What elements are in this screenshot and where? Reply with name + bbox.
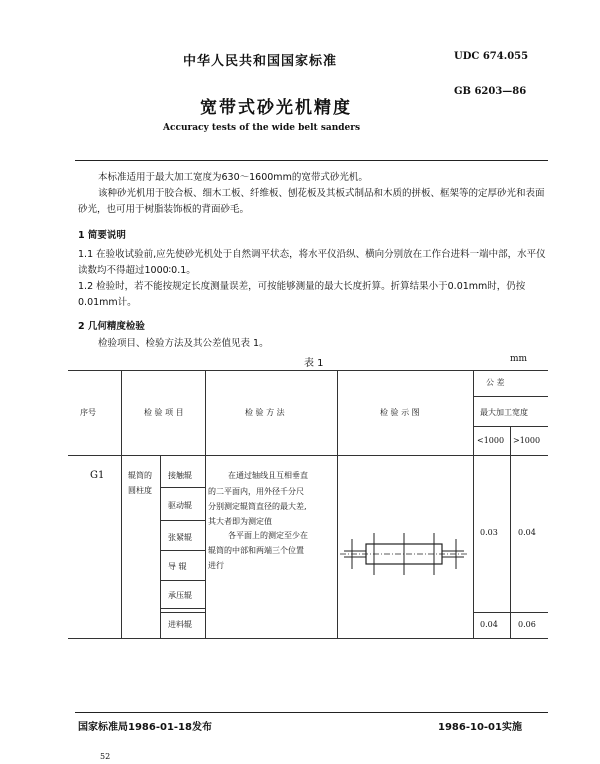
table-caption: 表 1 [304, 358, 324, 369]
header-divider [75, 160, 548, 161]
subitem-feed-roller: 进料辊 [168, 620, 192, 629]
header-tolerance: 公 差 [486, 378, 505, 387]
item-main-line-1: 辊筒的 [128, 471, 152, 480]
table-hline [160, 608, 205, 609]
footer-divider [75, 712, 548, 713]
subitem-contact-roller: 接触辊 [168, 471, 192, 480]
table-vline [160, 455, 161, 638]
tolerance-b-gt: 0.06 [518, 620, 536, 629]
roller-diagram [338, 525, 472, 585]
table-top-border [68, 370, 548, 371]
effective-date: 1986-10-01实施 [438, 722, 522, 733]
method-line-6: 辊筒的中部和两端三个位置 [208, 546, 304, 555]
table-unit: mm [510, 354, 528, 364]
header-lt-1000: <1000 [477, 436, 505, 445]
subitem-guide-roller: 导 辊 [168, 562, 187, 571]
document-title-cn: 宽带式砂光机精度 [200, 98, 352, 118]
tolerance-a-gt: 0.04 [518, 528, 536, 537]
udc-code: UDC 674.055 [454, 51, 529, 62]
intro-paragraph-1: 本标准适用于最大加工宽度为630～1600mm的宽带式砂光机。 [98, 172, 368, 183]
section-1-1-paragraph: 1.1 在验收试验前,应先使砂光机处于自然调平状态，将水平仪沿纵、横向分别放在工作台进料一端中部，水平仪读数均不得超过1000∶0.1。 [78, 249, 546, 276]
header-method: 检 验 方 法 [245, 408, 285, 417]
table-vline [205, 370, 206, 638]
header-max-width: 最大加工宽度 [480, 408, 528, 417]
table-hline [160, 612, 205, 613]
method-line-2: 的二平面内，用外径千分尺 [208, 487, 304, 496]
table-vline [337, 370, 338, 638]
table-hline [160, 580, 205, 581]
item-main-line-2: 圆柱度 [128, 486, 152, 495]
header-item: 检 验 项 目 [144, 408, 184, 417]
row-no: G1 [90, 470, 105, 481]
table-bottom-border [68, 638, 548, 639]
section-2-heading: 2 几何精度检验 [78, 321, 145, 332]
header-gt-1000: >1000 [513, 436, 541, 445]
method-line-3: 分别测定辊筒直径的最大差, [208, 502, 307, 511]
section-2-paragraph: 检验项目、检验方法及其公差值见表 1。 [98, 338, 269, 349]
subitem-pressure-roller: 承压辊 [168, 591, 192, 600]
section-1-2-paragraph: 1.2 检验时，若不能按规定长度测量误差，可按能够测量的最大长度折算。折算结果小于0.01mm时，仍按0.01mm计。 [78, 281, 526, 308]
table-vline [473, 370, 474, 638]
section-1-heading: 1 简要说明 [78, 230, 126, 241]
gb-code: GB 6203—86 [454, 86, 527, 97]
tolerance-a-lt: 0.03 [480, 528, 498, 537]
method-line-7: 进行 [208, 561, 224, 570]
table-hline [160, 487, 205, 488]
subitem-drive-roller: 驱动辊 [168, 501, 192, 510]
page-number: 52 [100, 752, 111, 761]
standard-org-title: 中华人民共和国国家标准 [183, 54, 338, 69]
table-vline [510, 426, 511, 638]
header-diagram: 检 验 示 图 [380, 408, 420, 417]
table-hline [160, 520, 205, 521]
subitem-tension-roller: 张紧辊 [168, 533, 192, 542]
table-hline [473, 396, 548, 397]
document-title-en: Accuracy tests of the wide belt sanders [163, 123, 361, 133]
table-vline [121, 370, 122, 638]
intro-paragraph-2: 该种砂光机用于胶合板、细木工板、纤维板、刨花板及其板式制品和木质的拼板、框架等的定厚砂光和表面砂光，也可用于树脂装饰板的背面砂毛。 [78, 188, 545, 215]
method-line-4: 其大者即为测定值 [208, 517, 272, 526]
table-hline [160, 550, 205, 551]
method-line-5: 各平面上的测定至少在 [228, 531, 308, 540]
tolerance-b-lt: 0.04 [480, 620, 498, 629]
table-header-border [68, 455, 548, 456]
issue-date: 国家标准局1986-01-18发布 [78, 722, 212, 733]
method-line-1: 在通过轴线且互相垂直 [228, 471, 308, 480]
header-no: 序号 [80, 408, 96, 417]
